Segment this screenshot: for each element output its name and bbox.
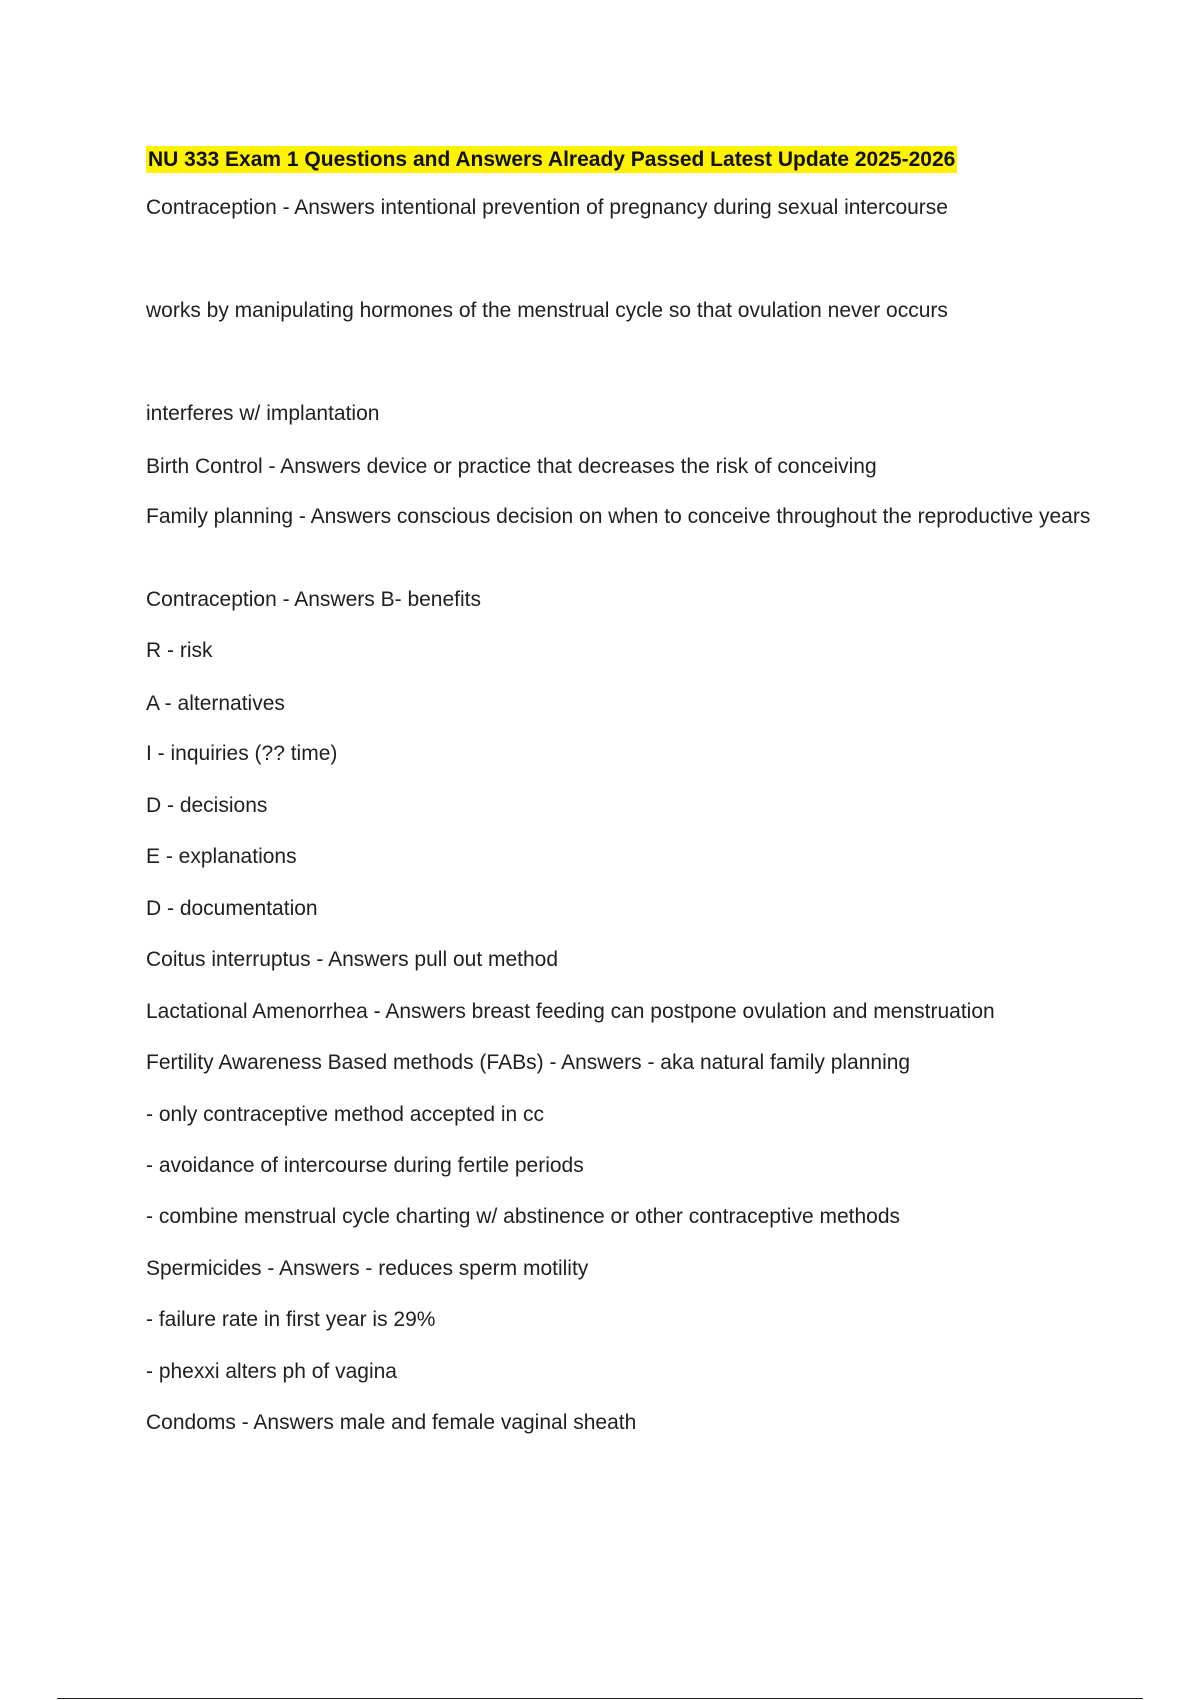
line-lactational-amenorrhea: Lactational Amenorrhea - Answers breast feeding can postpone ovulation and menstruation	[146, 1000, 995, 1023]
line-family-planning: Family planning - Answers conscious decision on when to conceive throughout the reproductive years	[146, 505, 1091, 528]
line-only-method-cc: - only contraceptive method accepted in cc	[146, 1103, 545, 1126]
line-risk: R - risk	[146, 639, 213, 662]
line-hormone-manipulation: works by manipulating hormones of the menstrual cycle so that ovulation never occurs	[146, 299, 948, 322]
line-condoms: Condoms - Answers male and female vaginal sheath	[146, 1411, 637, 1434]
line-birth-control: Birth Control - Answers device or practice that decreases the risk of conceiving	[146, 455, 877, 478]
line-combine-charting: - combine menstrual cycle charting w/ abstinence or other contraceptive methods	[146, 1205, 901, 1228]
line-phexxi: - phexxi alters ph of vagina	[146, 1360, 397, 1383]
line-inquiries: I - inquiries (?? time)	[146, 742, 338, 765]
line-avoidance-fertile: - avoidance of intercourse during fertile periods	[146, 1154, 584, 1177]
line-fertility-awareness: Fertility Awareness Based methods (FABs) - Answers - aka natural family planning	[146, 1051, 911, 1074]
line-spermicides: Spermicides - Answers - reduces sperm motility	[146, 1257, 589, 1280]
line-contraception-benefits: Contraception - Answers B- benefits	[146, 588, 481, 611]
footer-divider	[57, 1698, 1143, 1699]
line-documentation: D - documentation	[146, 897, 318, 920]
line-failure-rate: - failure rate in first year is 29%	[146, 1308, 436, 1331]
line-explanations: E - explanations	[146, 845, 297, 868]
line-coitus-interruptus: Coitus interruptus - Answers pull out method	[146, 948, 559, 971]
document-title: NU 333 Exam 1 Questions and Answers Already Passed Latest Update 2025-2026	[148, 148, 956, 171]
document-title-wrap	[146, 146, 957, 173]
line-alternatives: A - alternatives	[146, 692, 285, 715]
line-decisions: D - decisions	[146, 794, 268, 817]
line-contraception-definition: Contraception - Answers intentional prevention of pregnancy during sexual intercourse	[146, 196, 948, 219]
line-implantation: interferes w/ implantation	[146, 402, 380, 425]
